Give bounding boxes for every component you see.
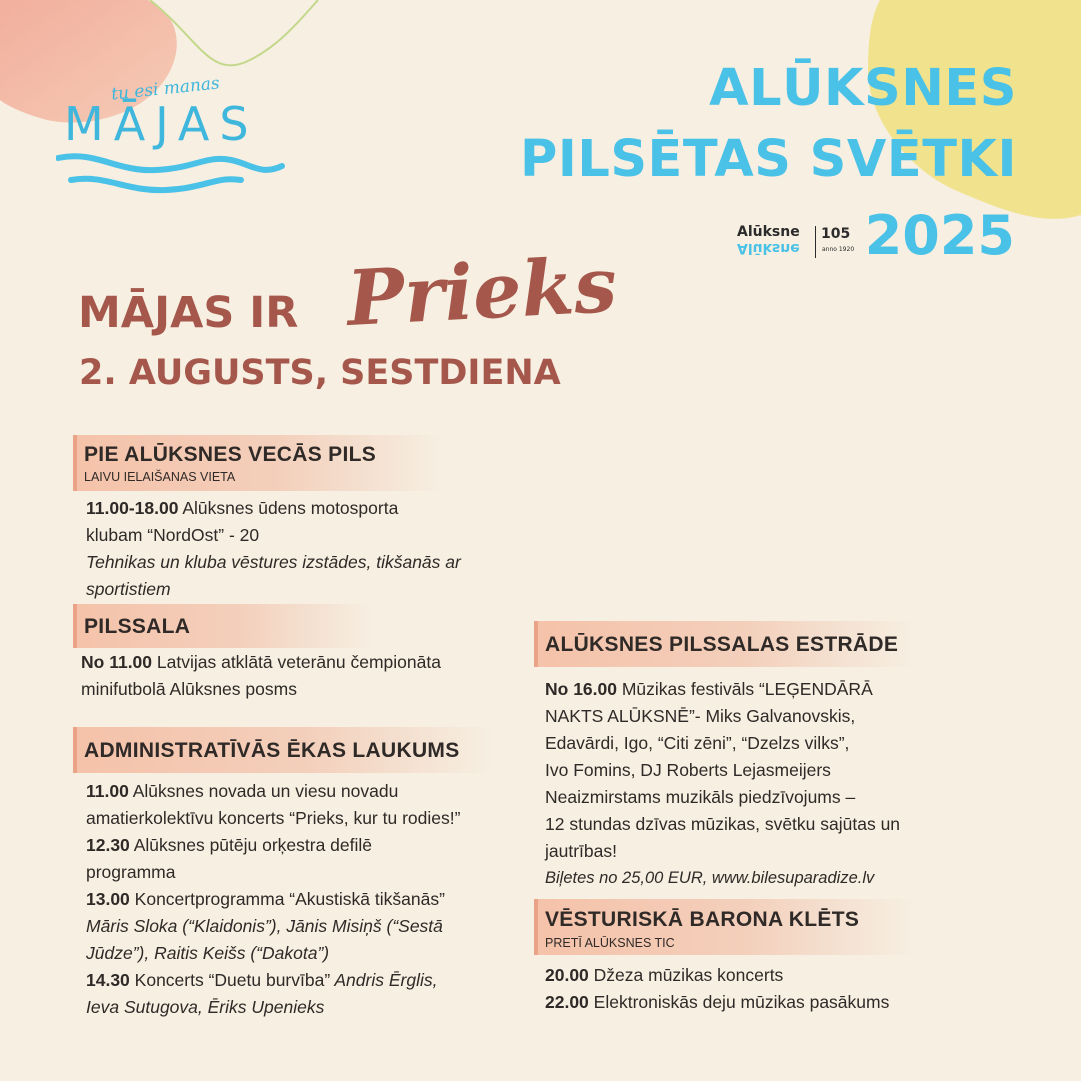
event-pils-1: 11.00-18.00 Alūksnes ūdens motosporta klubam “NordOst” - 20 Tehnikas un kluba vēstures izstādes, tikšanās ar sportistiem <box>86 498 461 599</box>
aluksne-brand-logo <box>737 224 857 264</box>
title-line-2: PILSĒTAS SVĒTKI <box>519 130 1017 189</box>
year: 2025 <box>864 204 1015 267</box>
headline-lead: MĀJAS IR <box>78 288 299 338</box>
headline-date: 2. AUGUSTS, SESTDIENA <box>79 353 561 393</box>
brand-name: Alūksne <box>737 224 800 240</box>
event-admin-list: 11.00 Alūksnes novada un viesu novadu amatierkolektīvu koncerts “Prieks, kur tu rodies!” 12.30 Alūksnes pūtēju orķestra defilē programma 13.00 Koncertprogramma “Akustiskā tikšanās” Māris Sloka (“Klaidonis”), Jānis Misiņš (“Sestā Jūdze”), Raitis Keišs (“Dakota”) 14.30 Koncerts “Duetu burvība” Andris Ērglis, Ieva Sutugova, Ēriks Upenieks <box>86 781 461 1017</box>
wave-icon <box>56 150 286 195</box>
section-header-estrade <box>534 621 914 667</box>
brand-divider <box>815 226 816 258</box>
section-title: ALŪKSNES PILSSALAS ESTRĀDE <box>545 633 899 656</box>
brand-anno: anno 1920 <box>822 246 855 253</box>
section-title: ADMINISTRATĪVĀS ĒKAS LAUKUMS <box>84 739 460 762</box>
logo-word: MĀJAS <box>64 97 259 151</box>
section-title: PILSSALA <box>84 615 191 638</box>
section-title: VĒSTURISKĀ BARONA KLĒTS <box>545 908 860 931</box>
section-header-pilssala <box>73 604 373 648</box>
section-subtitle: LAIVU IELAIŠANAS VIETA <box>84 470 236 484</box>
title-line-1: ALŪKSNES <box>709 59 1017 118</box>
event-klets-list: 20.00 Džeza mūzikas koncerts 22.00 Elektroniskās deju mūzikas pasākums <box>545 965 890 1012</box>
section-header-pils <box>73 435 443 491</box>
section-header-klets <box>534 899 914 955</box>
section-subtitle: PRETĪ ALŪKSNES TIC <box>545 936 675 950</box>
brand-name-mirror: Alūksne <box>737 240 800 256</box>
headline-script: Prieks <box>344 240 619 344</box>
section-header-admin <box>73 727 493 773</box>
event-pilssala-1: No 11.00 Latvijas atklātā veterānu čempionāta minifutbolā Alūksnes posms <box>81 652 441 699</box>
logo-tagline: tu esi manas <box>110 73 221 105</box>
tickets-info: Biļetes no 25,00 EUR, www.bilesuparadize.lv <box>545 869 875 887</box>
brand-years: 105 <box>821 226 851 242</box>
event-estrade-1: No 16.00 Mūzikas festivāls “LEĢENDĀRĀ NAKTS ALŪKSNĒ”- Miks Galvanovskis, Edavārdi, Igo, “Citi zēni”, “Dzelzs vilks”, Ivo Fomins, DJ Roberts Lejasmeijers Neaizmirstams muzikāls piedzīvojums – 12 stundas dzīvas mūzikas, svētku sajūtas un jautrības! Biļetes no 25,00 EUR, www.bilesuparadize.lv <box>545 676 900 892</box>
section-title: PIE ALŪKSNES VECĀS PILS <box>84 443 377 466</box>
